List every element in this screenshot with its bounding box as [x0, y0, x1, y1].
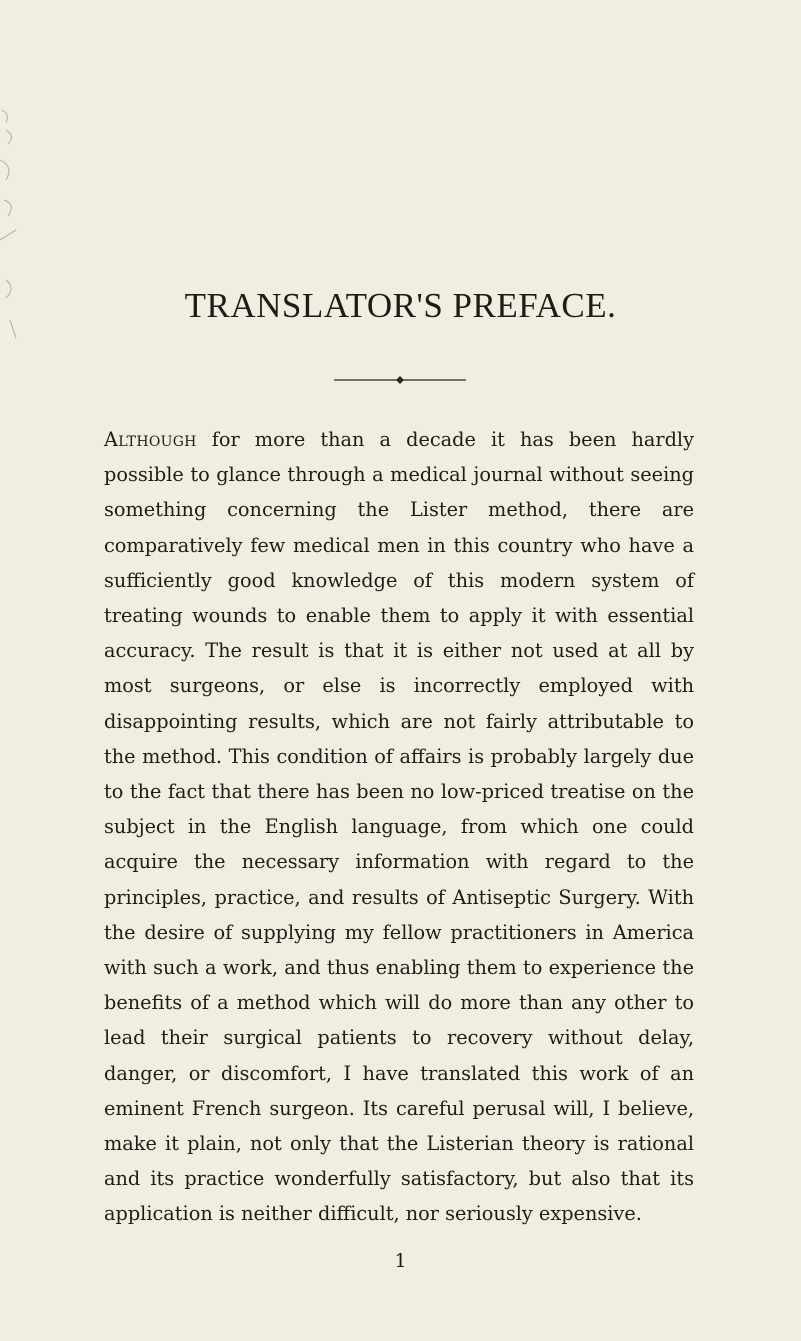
lead-word: Although	[104, 428, 197, 451]
preface-paragraph	[104, 422, 694, 1232]
ornamental-rule	[334, 375, 466, 385]
paragraph-text: for more than a decade it has been hardly possible to glance through a medical journal without seeing something concerning the Lister method, there are comparatively few medical men in this country who have a sufficiently good knowledge of this modern system of treating wounds to enable them to apply it with essential accuracy. The result is that it is either not used at all by most surgeons, or else is incorrectly employed with disappointing results, which are not fairly attributable to the method. This condition of affairs is probably largely due to the fact that there has been no low-priced treatise on the subject in the English language, from which one could acquire the necessary information with regard to the principles, practice, and results of Antiseptic Surgery. With the desire of supplying my fellow practitioners in America with such a work, and thus enabling them to experience the benefits of a method which will do more than any other to lead their surgical patients to recovery without delay, danger, or discomfort, I have translated this work of an eminent French surgeon. Its careful perusal will, I believe, make it plain, not only that the Listerian theory is rational and its practice wonderfully satisfactory, but also that its application is neither difficult, nor seriously expensive.	[104, 428, 694, 1226]
page-number: 1	[394, 1250, 407, 1272]
page-title: TRANSLATOR'S PREFACE.	[184, 286, 617, 325]
